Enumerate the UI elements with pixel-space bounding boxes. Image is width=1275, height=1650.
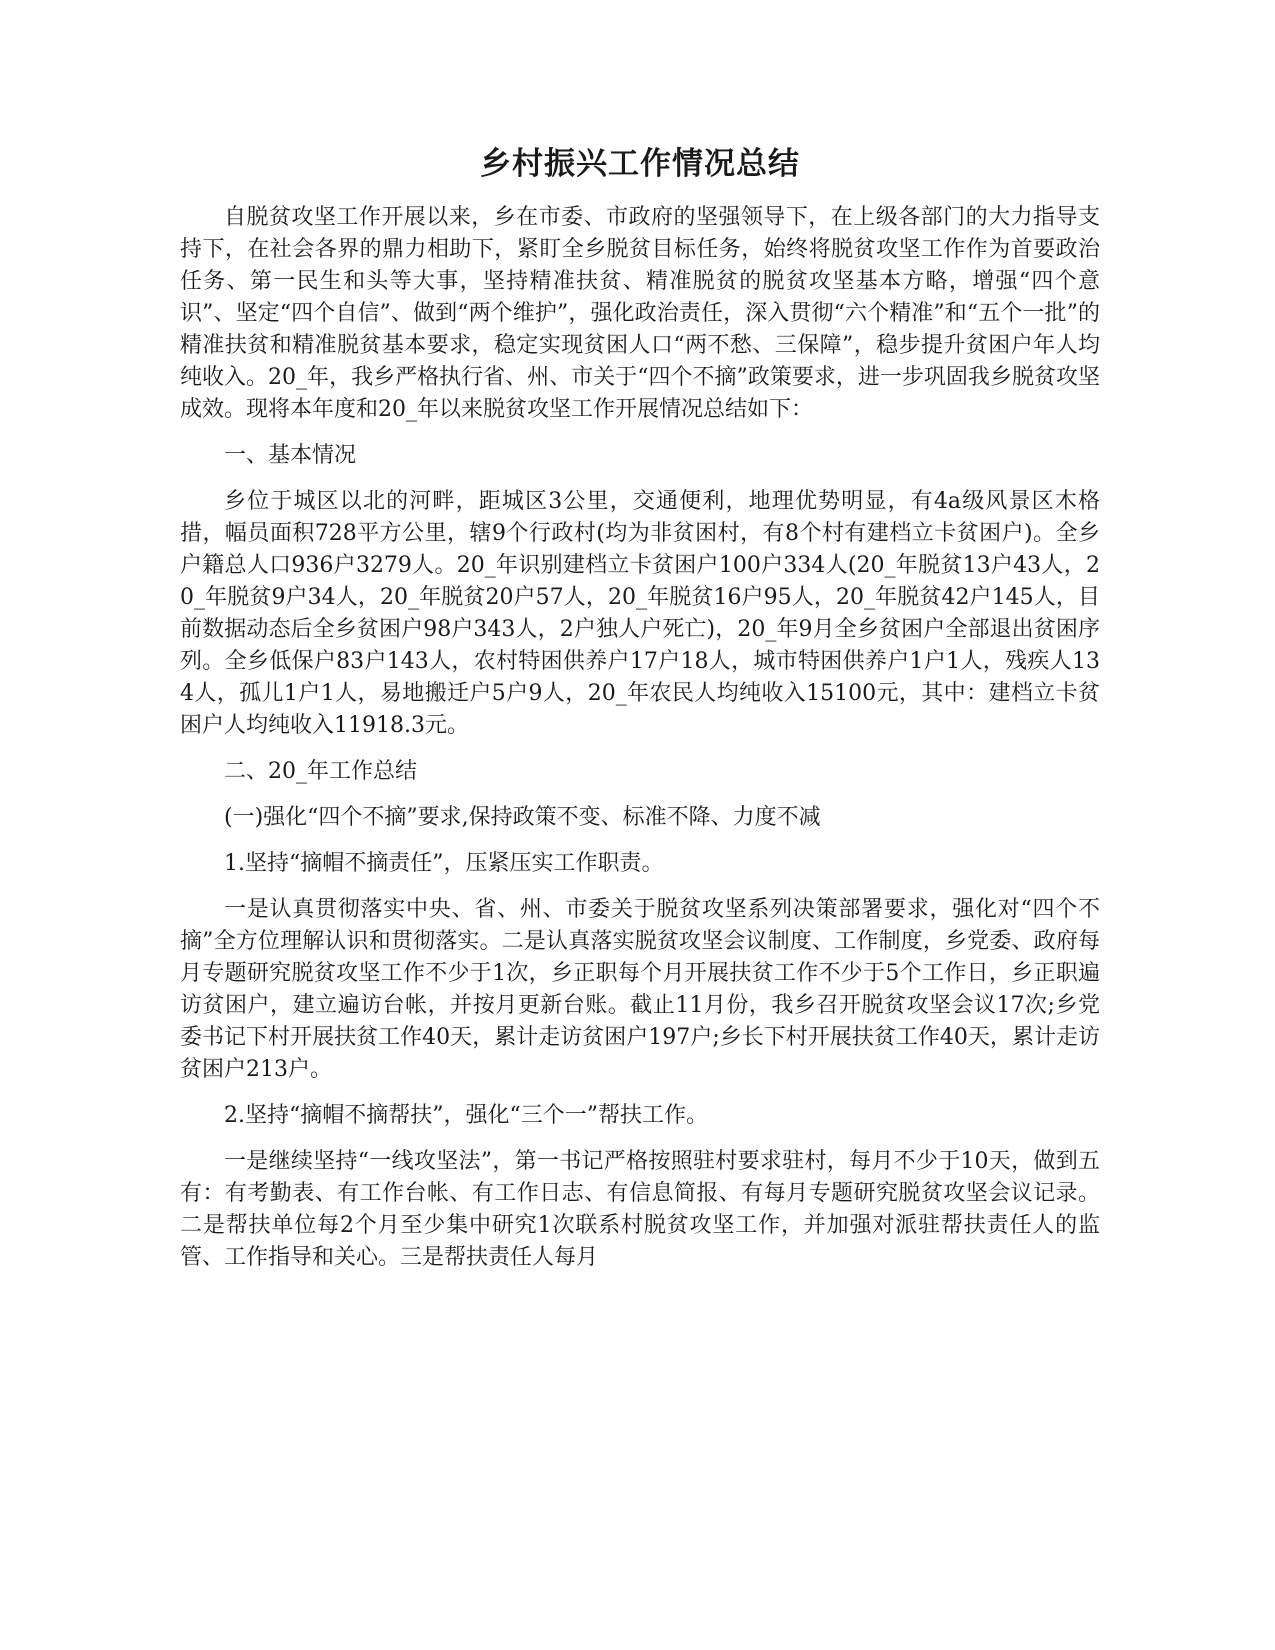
- intro-paragraph: 自脱贫攻坚工作开展以来，乡在市委、市政府的坚强领导下，在上级各部门的大力指导支持下，在社会各界的鼎力相助下，紧盯全乡脱贫目标任务，始终将脱贫攻坚工作作为首要政治任务、第一民生和头等大事，坚持精准扶贫、精准脱贫的脱贫攻坚基本方略，增强“四个意识”、坚定“四个自信”、做到“两个维护”，强化政治责任，深入贯彻“六个精准”和“五个一批”的精准扶贫和精准脱贫基本要求，稳定实现贫困人口“两不愁、三保障”，稳步提升贫困户年人均纯收入。20_年，我乡严格执行省、州、市关于“四个不摘”政策要求，进一步巩固我乡脱贫攻坚成效。现将本年度和20_年以来脱贫攻坚工作开展情况总结如下：: [180, 205, 1100, 422]
- assistance-paragraph: 一是继续坚持“一线攻坚法”，第一书记严格按照驻村要求驻村，每月不少于10天，做到五有：有考勤表、有工作台帐、有工作日志、有信息简报、有每月专题研究脱贫攻坚会议记录。二是帮扶单位每2个月至少集中研究1次联系村脱贫攻坚工作，并加强对派驻帮扶责任人的监管、工作指导和关心。三是帮扶责任人每月: [180, 1149, 1100, 1270]
- item-heading-responsibility: 1.坚持“摘帽不摘责任”，压紧压实工作职责。: [224, 851, 664, 876]
- responsibility-paragraph: 一是认真贯彻落实中央、省、州、市委关于脱贫攻坚系列决策部署要求，强化对“四个不摘”全方位理解认识和贯彻落实。二是认真落实脱贫攻坚会议制度、工作制度，乡党委、政府每月专题研究脱贫攻坚工作不少于1次，乡正职每个月开展扶贫工作不少于5个工作日，乡正职遍访贫困户，建立遍访台帐，并按月更新台账。截止11月份，我乡召开脱贫攻坚会议17次;乡党委书记下村开展扶贫工作40天，累计走访贫困户197户;乡长下村开展扶贫工作40天，累计走访贫困户213户。: [180, 897, 1100, 1082]
- document-title: 乡村振兴工作情况总结: [480, 146, 800, 182]
- section-heading-work-summary: 二、20_年工作总结: [224, 759, 417, 784]
- document-page: [180, 140, 1100, 1288]
- section-heading-basic-situation: 一、基本情况: [224, 443, 357, 468]
- subsection-heading-four-not-remove: (一)强化“四个不摘”要求,保持政策不变、标准不降、力度不减: [224, 805, 821, 830]
- basic-situation-paragraph: 乡位于城区以北的河畔，距城区3公里，交通便利，地理优势明显，有4a级风景区木格措，幅员面积728平方公里，辖9个行政村(均为非贫困村，有8个村有建档立卡贫困户)。全乡户籍总人口936户3279人。20_年识别建档立卡贫困户100户334人(20_年脱贫13户43人，20_年脱贫9户34人，20_年脱贫20户57人，20_年脱贫16户95人，20_年脱贫42户145人，目前数据动态后全乡贫困户98户343人，2户独人户死亡)，20_年9月全乡贫困户全部退出贫困序列。全乡低保户83户143人，农村特困供养户17户18人，城市特困供养户1户1人，残疾人134人，孤儿1户1人，易地搬迁户5户9人，20_年农民人均纯收入15100元，其中：建档立卡贫困户人均纯收入11918.3元。: [180, 489, 1100, 738]
- item-heading-assistance: 2.坚持“摘帽不摘帮扶”，强化“三个一”帮扶工作。: [224, 1103, 708, 1128]
